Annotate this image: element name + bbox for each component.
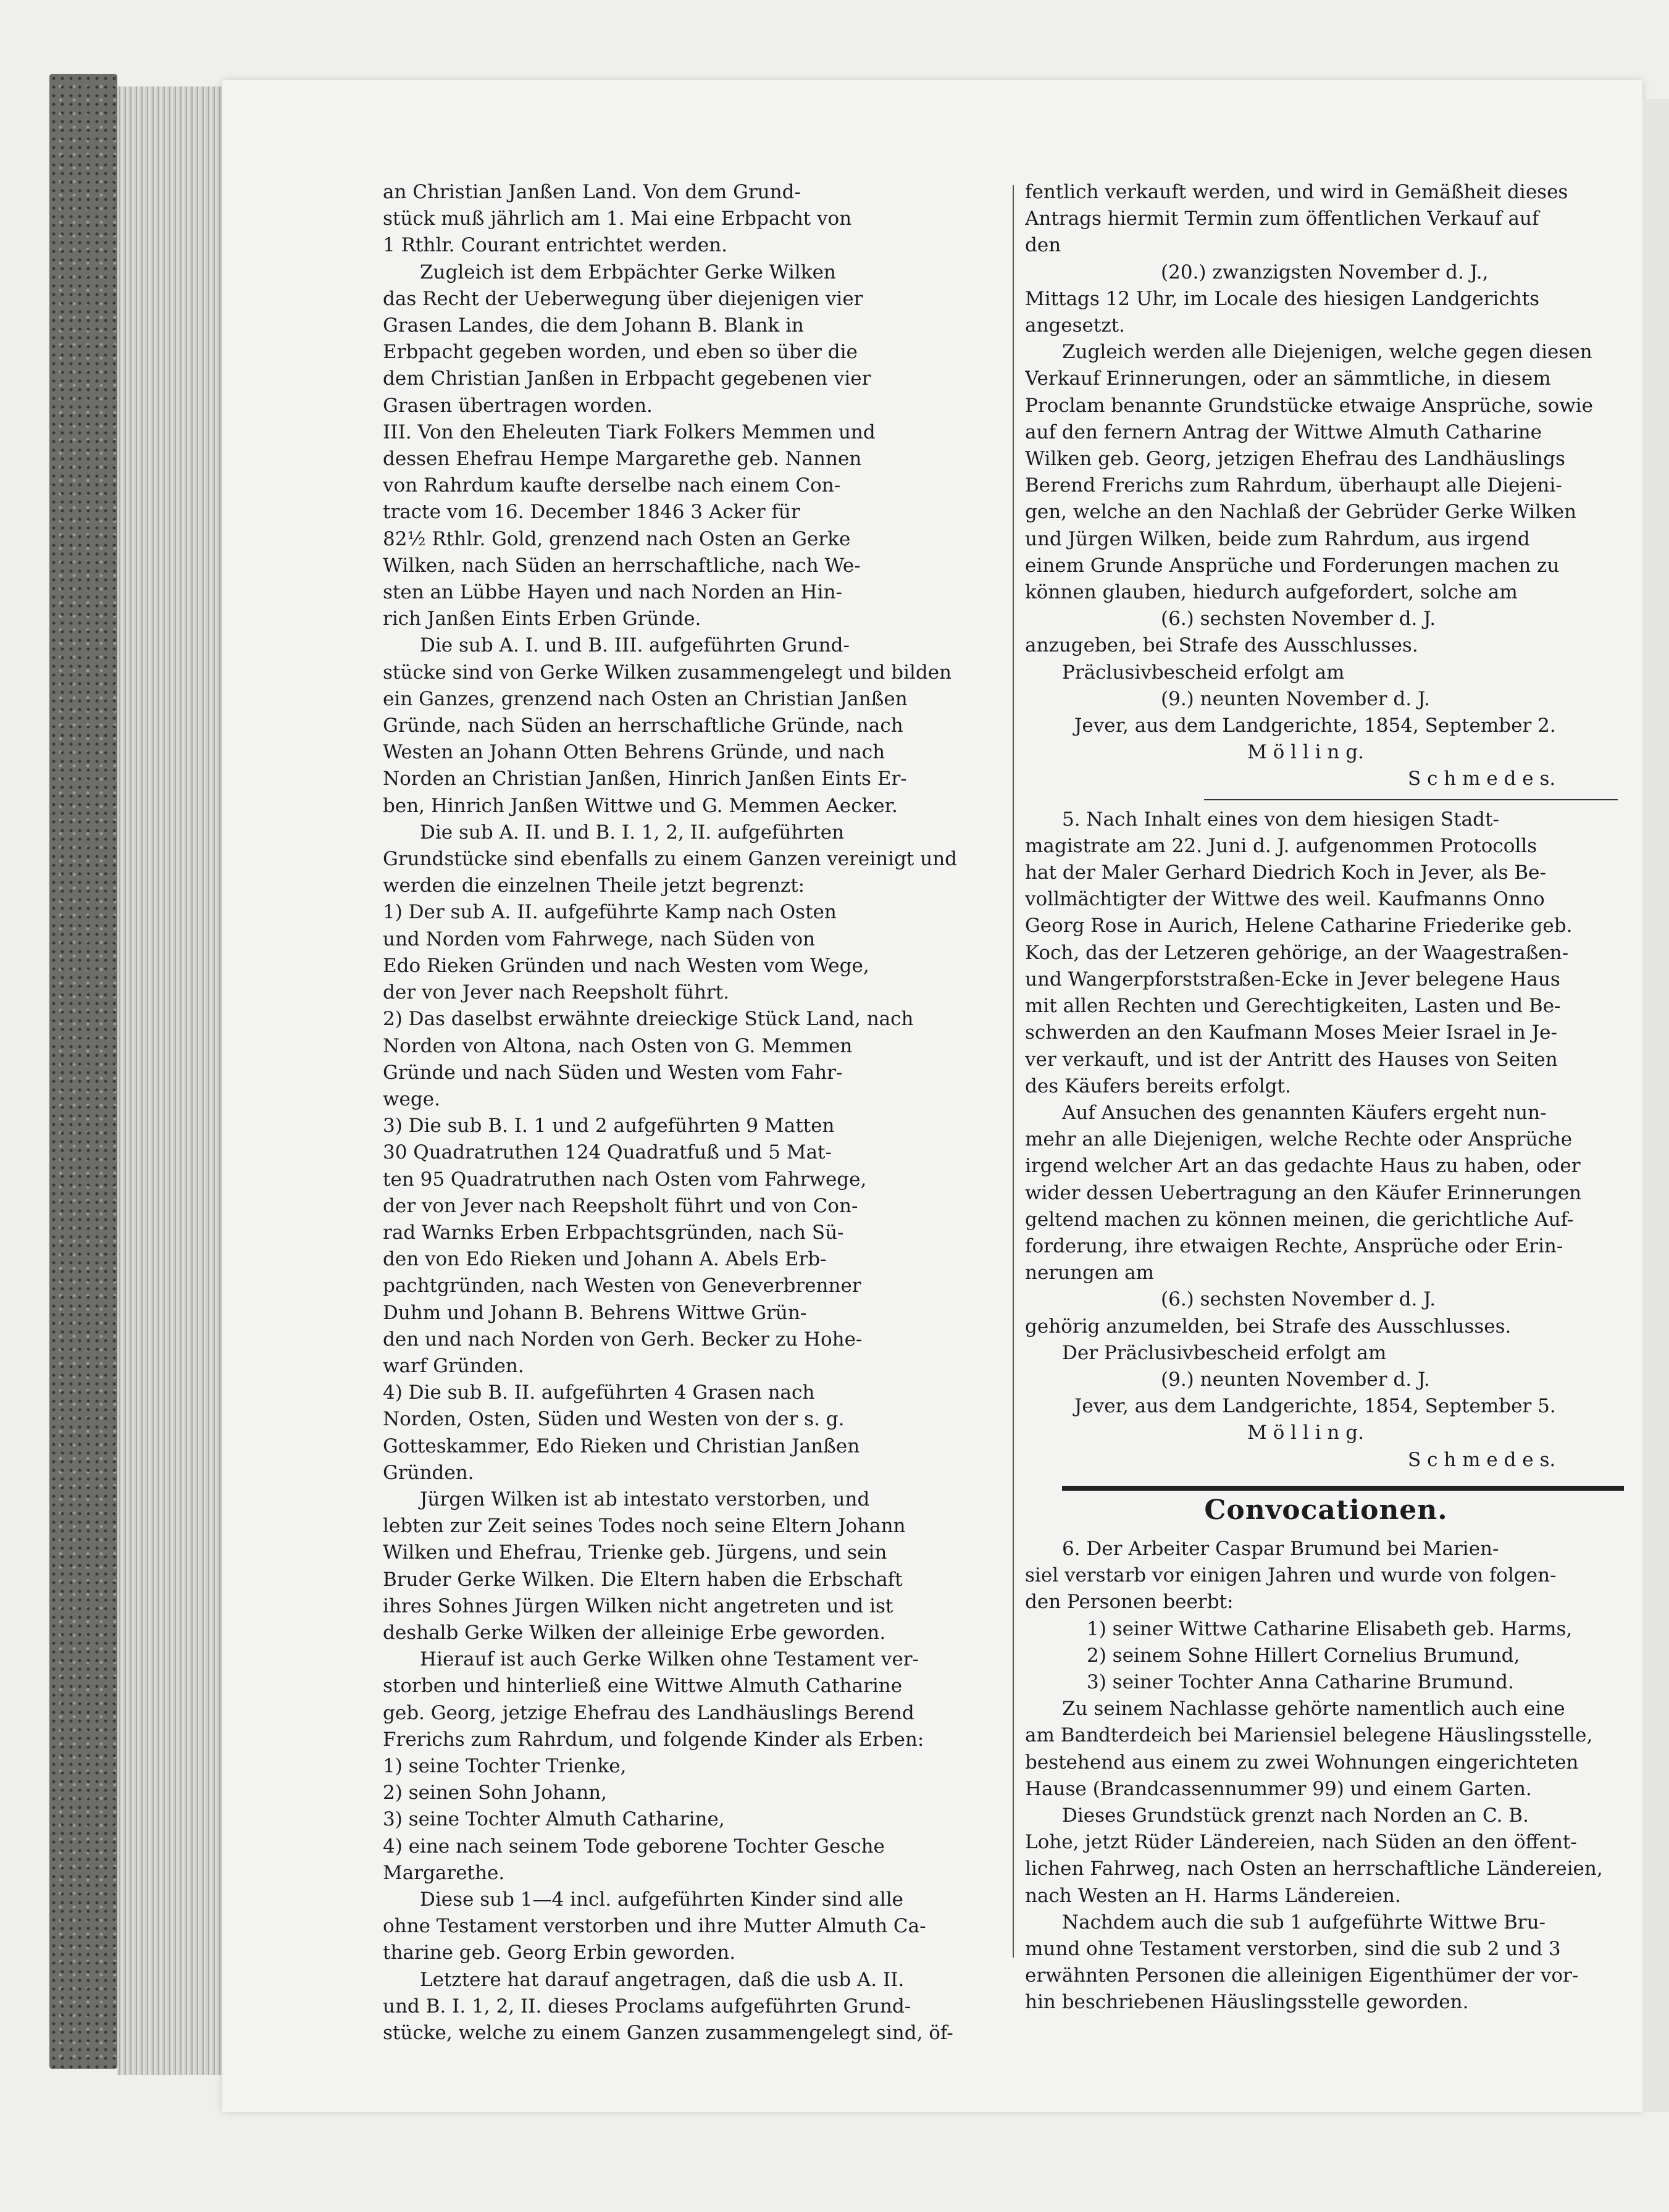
text-line: 3) seiner Tochter Anna Catharine Brumund. <box>1087 1670 1514 1693</box>
text-line: vollmächtigter der Wittwe des weil. Kaufmanns Onno <box>1025 888 1545 911</box>
text-line: Berend Frerichs zum Rahrdum, überhaupt alle Diejeni- <box>1025 474 1562 497</box>
text-line: (20.) zwanzigsten November d. J., <box>1161 261 1489 283</box>
text-line: warf Gründen. <box>383 1354 524 1377</box>
text-line: Frerichs zum Rahrdum, und folgende Kinder als Erben: <box>383 1728 924 1751</box>
text-line: Mittags 12 Uhr, im Locale des hiesigen Landgerichts <box>1025 287 1540 310</box>
text-line: 1) seiner Wittwe Catharine Elisabeth geb. Harms, <box>1087 1617 1573 1640</box>
text-line: tracte vom 16. December 1846 3 Acker für <box>383 501 800 524</box>
text-line: ten 95 Quadratruthen nach Osten vom Fahrwege, <box>383 1168 867 1191</box>
text-line: Gründe und nach Süden und Westen vom Fahr- <box>383 1061 843 1084</box>
text-line: Präclusivbescheid erfolgt am <box>1062 661 1345 684</box>
text-line: stücke sind von Gerke Wilken zusammengelegt und bilden <box>383 661 952 684</box>
text-line: ohne Testament verstorben und ihre Mutter Almuth Ca- <box>383 1915 926 1938</box>
section-rule <box>1062 1486 1624 1491</box>
text-line: 1) Der sub A. II. aufgeführte Kamp nach Osten <box>383 901 837 924</box>
text-line: mund ohne Testament verstorben, sind die sub 2 und 3 <box>1025 1938 1561 1960</box>
text-line: Grasen übertragen worden. <box>383 394 653 417</box>
text-line: siel verstarb vor einigen Jahren und wurde von folgen- <box>1025 1564 1557 1587</box>
text-line: Nachdem auch die sub 1 aufgeführte Wittwe Bru- <box>1062 1911 1546 1933</box>
text-line: dem Christian Janßen in Erbpacht gegebenen vier <box>383 367 871 390</box>
text-line: am Bandterdeich bei Mariensiel belegene Häuslingsstelle, <box>1025 1724 1593 1747</box>
text-line: 2) seinem Sohne Hillert Cornelius Brumund, <box>1087 1644 1520 1667</box>
text-line: Duhm und Johann B. Behrens Wittwe Grün- <box>383 1301 807 1324</box>
text-line: lebten zur Zeit seines Todes noch seine Eltern Johann <box>383 1515 906 1538</box>
text-line: 4) Die sub B. II. aufgeführten 4 Grasen nach <box>383 1381 815 1404</box>
text-line: stück muß jährlich am 1. Mai eine Erbpacht von <box>383 207 852 230</box>
text-line: stücke, welche zu einem Ganzen zusammengelegt sind, öf- <box>383 2022 953 2045</box>
text-line: Norden von Altona, nach Osten von G. Memmen <box>383 1034 853 1057</box>
text-line: forderung, ihre etwaigen Rechte, Ansprüche oder Erin- <box>1025 1234 1563 1257</box>
text-line: und Jürgen Wilken, beide zum Rahrdum, aus irgend <box>1025 527 1530 550</box>
text-line: lichen Fahrweg, nach Osten an herrschaftliche Ländereien, <box>1025 1858 1603 1880</box>
text-line: M ö l l i n g. <box>1247 1422 1364 1444</box>
text-line: des Käufers bereits erfolgt. <box>1025 1075 1291 1097</box>
text-line: Hierauf ist auch Gerke Wilken ohne Testament ver- <box>420 1648 919 1671</box>
text-line: Lohe, jetzt Rüder Ländereien, nach Süden an den öffent- <box>1025 1831 1577 1854</box>
text-line: hat der Maler Gerhard Diedrich Koch in Jever, als Be- <box>1025 861 1546 884</box>
text-line: gehörig anzumelden, bei Strafe des Ausschlusses. <box>1025 1315 1512 1338</box>
text-line: Hause (Brandcassennummer 99) und einem Garten. <box>1025 1777 1532 1800</box>
text-line: Proclam benannte Grundstücke etwaige Ansprüche, sowie <box>1025 394 1594 417</box>
text-line: wider dessen Uebertragung an den Käufer Erinnerungen <box>1025 1181 1582 1204</box>
text-line: (9.) neunten November d. J. <box>1161 1368 1430 1391</box>
text-line: können glauben, hiedurch aufgefordert, solche am <box>1025 581 1518 604</box>
text-line: Der Präclusivbescheid erfolgt am <box>1062 1341 1387 1364</box>
text-line: schwerden an den Kaufmann Moses Meier Israel in Je- <box>1025 1021 1557 1044</box>
notice-separator <box>1204 799 1618 800</box>
text-line: M ö l l i n g. <box>1247 741 1364 764</box>
section-heading: Convocationen. <box>1204 1494 1448 1526</box>
text-line: mit allen Rechten und Gerechtigkeiten, Lasten und Be- <box>1025 995 1561 1018</box>
left-column <box>383 179 1006 2047</box>
notice-6 <box>1025 1536 1627 2016</box>
text-line: mehr an alle Diejenigen, welche Rechte oder Ansprüche <box>1025 1128 1573 1151</box>
text-line: erwähnten Personen die alleinigen Eigenthümer der vor- <box>1025 1964 1579 1987</box>
text-line: Jever, aus dem Landgerichte, 1854, September 2. <box>1074 714 1556 737</box>
text-line: deshalb Gerke Wilken der alleinige Erbe geworden. <box>383 1621 886 1644</box>
text-line: 1) seine Tochter Trienke, <box>383 1754 627 1777</box>
text-line: Wilken und Ehefrau, Trienke geb. Jürgens, und sein <box>383 1541 887 1564</box>
text-line: magistrate am 22. Juni d. J. aufgenommen Protocolls <box>1025 834 1537 857</box>
text-line: 6. Der Arbeiter Caspar Brumund bei Marien- <box>1062 1537 1499 1560</box>
text-line: dessen Ehefrau Hempe Margarethe geb. Nannen <box>383 448 862 471</box>
text-line: 82½ Rthlr. Gold, grenzend nach Osten an Gerke <box>383 527 851 550</box>
text-line: Zugleich ist dem Erbpächter Gerke Wilken <box>420 261 836 283</box>
text-line: den von Edo Rieken und Johann A. Abels Erb- <box>383 1248 827 1271</box>
marbled-cover <box>49 74 117 2069</box>
text-line: angesetzt. <box>1025 314 1125 337</box>
right-column <box>1025 179 1627 2016</box>
text-line: Die sub A. II. und B. I. 1, 2, II. aufgeführten <box>420 821 845 844</box>
text-line: und Wangerpforststraßen-Ecke in Jever belegene Haus <box>1025 968 1560 991</box>
text-line: Letztere hat darauf angetragen, daß die usb A. II. <box>420 1968 905 1991</box>
column-divider <box>1013 185 1014 1958</box>
text-line: 5. Nach Inhalt eines von dem hiesigen Stadt- <box>1062 808 1499 831</box>
text-line: Auf Ansuchen des genannten Käufers ergeht nun- <box>1062 1101 1547 1124</box>
text-line: nach Westen an H. Harms Ländereien. <box>1025 1884 1401 1907</box>
text-line: (6.) sechsten November d. J. <box>1161 608 1436 631</box>
text-line: 2) Das daselbst erwähnte dreieckige Stück Land, nach <box>383 1008 914 1031</box>
text-line: S c h m e d e s. <box>1408 768 1556 790</box>
text-line: Gründe, nach Süden an herrschaftliche Gründe, nach <box>383 714 903 737</box>
text-line: Jürgen Wilken ist ab intestato verstorben, und <box>420 1488 870 1510</box>
text-line: (9.) neunten November d. J. <box>1161 687 1430 710</box>
text-line: Gotteskammer, Edo Rieken und Christian Janßen <box>383 1435 860 1457</box>
text-line: werden die einzelnen Theile jetzt begrenzt: <box>383 874 805 897</box>
text-line: ver verkauft, und ist der Antritt des Hauses von Seiten <box>1025 1048 1558 1071</box>
text-line: Bruder Gerke Wilken. Die Eltern haben die Erbschaft <box>383 1568 903 1591</box>
text-line: geltend machen zu können meinen, die gerichtliche Auf- <box>1025 1208 1574 1231</box>
text-line: Jever, aus dem Landgerichte, 1854, September 5. <box>1074 1395 1556 1418</box>
page-edges <box>117 86 228 2075</box>
text-line: Margarethe. <box>383 1861 505 1884</box>
text-line: Grundstücke sind ebenfalls zu einem Ganzen vereinigt und <box>383 848 957 871</box>
text-line: einem Grunde Ansprüche und Forderungen machen zu <box>1025 554 1560 577</box>
text-line: rad Warnks Erben Erbpachtsgründen, nach Sü- <box>383 1221 844 1244</box>
text-line: Koch, das der Letzeren gehörige, an der Waagestraßen- <box>1025 941 1569 964</box>
text-line: Georg Rose in Aurich, Helene Catharine Friederike geb. <box>1025 915 1573 937</box>
text-line: fentlich verkauft werden, und wird in Gemäßheit dieses <box>1025 181 1568 203</box>
text-line: den und nach Norden von Gerh. Becker zu Hohe- <box>383 1328 863 1351</box>
text-line: sten an Lübbe Hayen und nach Norden an Hin- <box>383 581 843 604</box>
text-line: Norden, Osten, Süden und Westen von der s. g. <box>383 1408 845 1431</box>
text-line: bestehend aus einem zu zwei Wohnungen eingerichteten <box>1025 1751 1579 1774</box>
text-line: anzugeben, bei Strafe des Ausschlusses. <box>1025 634 1418 657</box>
text-line: ein Ganzes, grenzend nach Osten an Christian Janßen <box>383 687 908 710</box>
text-line: den Personen beerbt: <box>1025 1591 1234 1614</box>
text-line: nerungen am <box>1025 1262 1154 1284</box>
text-line: der von Jever nach Reepsholt führt und von Con- <box>383 1194 858 1217</box>
text-line: wege. <box>383 1087 440 1110</box>
text-line: irgend welcher Art an das gedachte Haus zu haben, oder <box>1025 1155 1581 1178</box>
notice-5 <box>1025 806 1627 1473</box>
text-line: Zu seinem Nachlasse gehörte namentlich auch eine <box>1062 1698 1565 1720</box>
text-line: Die sub A. I. und B. III. aufgeführten Grund- <box>420 634 850 657</box>
text-line: hin beschriebenen Häuslingsstelle geworden. <box>1025 1991 1469 2014</box>
text-line: tharine geb. Georg Erbin geworden. <box>383 1942 736 1964</box>
text-line: Gründen. <box>383 1461 474 1484</box>
text-line: rich Janßen Eints Erben Gründe. <box>383 608 701 631</box>
text-line: den <box>1025 234 1061 257</box>
text-line: (6.) sechsten November d. J. <box>1161 1288 1436 1311</box>
text-line: Grasen Landes, die dem Johann B. Blank in <box>383 314 804 337</box>
text-line: auf den fernern Antrag der Wittwe Almuth Catharine <box>1025 421 1542 443</box>
text-line: storben und hinterließ eine Wittwe Almuth Catharine <box>383 1675 903 1698</box>
text-line: S c h m e d e s. <box>1408 1448 1556 1471</box>
book-spine <box>49 74 117 2069</box>
text-line: und Norden vom Fahrwege, nach Süden von <box>383 928 816 950</box>
text-line: 1 Rthlr. Courant entrichtet werden. <box>383 234 727 257</box>
text-line: der von Jever nach Reepsholt führt. <box>383 981 729 1004</box>
text-line: pachtgründen, nach Westen von Geneverbrenner <box>383 1275 861 1297</box>
text-line: Wilken geb. Georg, jetzigen Ehefrau des Landhäuslings <box>1025 448 1565 471</box>
text-line: 4) eine nach seinem Tode geborene Tochter Gesche <box>383 1835 885 1858</box>
text-line: Erbpacht gegeben worden, und eben so über die <box>383 341 858 364</box>
text-line: 3) Die sub B. I. 1 und 2 aufgeführten 9 Matten <box>383 1115 835 1137</box>
text-line: Antrags hiermit Termin zum öffentlichen Verkauf auf <box>1025 207 1539 230</box>
text-line: Norden an Christian Janßen, Hinrich Janßen Eints Er- <box>383 768 907 790</box>
text-line: 2) seinen Sohn Johann, <box>383 1782 607 1804</box>
text-line: ihres Sohnes Jürgen Wilken nicht angetreten und ist <box>383 1594 893 1617</box>
text-line: Zugleich werden alle Diejenigen, welche gegen diesen <box>1062 341 1592 364</box>
text-line: Verkauf Erinnerungen, oder an sämmtliche, in diesem <box>1025 367 1551 390</box>
text-line: geb. Georg, jetzige Ehefrau des Landhäuslings Berend <box>383 1701 914 1724</box>
notice-4-continued <box>1025 179 1627 793</box>
text-line: Dieses Grundstück grenzt nach Norden an C. B. <box>1062 1804 1529 1827</box>
text-line: Diese sub 1—4 incl. aufgeführten Kinder sind alle <box>420 1888 903 1911</box>
text-line: von Rahrdum kaufte derselbe nach einem Con- <box>383 474 841 497</box>
text-line: Wilken, nach Süden an herrschaftliche, nach We- <box>383 554 861 577</box>
right-page-edge <box>1642 99 1669 2112</box>
text-line: das Recht der Ueberwegung über diejenigen vier <box>383 287 863 310</box>
text-line: und B. I. 1, 2, II. dieses Proclams aufgeführten Grund- <box>383 1995 911 2017</box>
text-line: Edo Rieken Gründen und nach Westen vom Wege, <box>383 954 869 977</box>
text-line: 30 Quadratruthen 124 Quadratfuß und 5 Mat- <box>383 1141 832 1164</box>
text-line: 3) seine Tochter Almuth Catharine, <box>383 1808 725 1831</box>
text-line: III. Von den Eheleuten Tiark Folkers Memmen und <box>383 421 876 443</box>
text-line: Westen an Johann Otten Behrens Gründe, und nach <box>383 741 885 764</box>
text-line: ben, Hinrich Janßen Wittwe und G. Memmen Aecker. <box>383 794 898 817</box>
text-line: gen, welche an den Nachlaß der Gebrüder Gerke Wilken <box>1025 501 1577 524</box>
text-line: an Christian Janßen Land. Von dem Grund- <box>383 181 801 203</box>
